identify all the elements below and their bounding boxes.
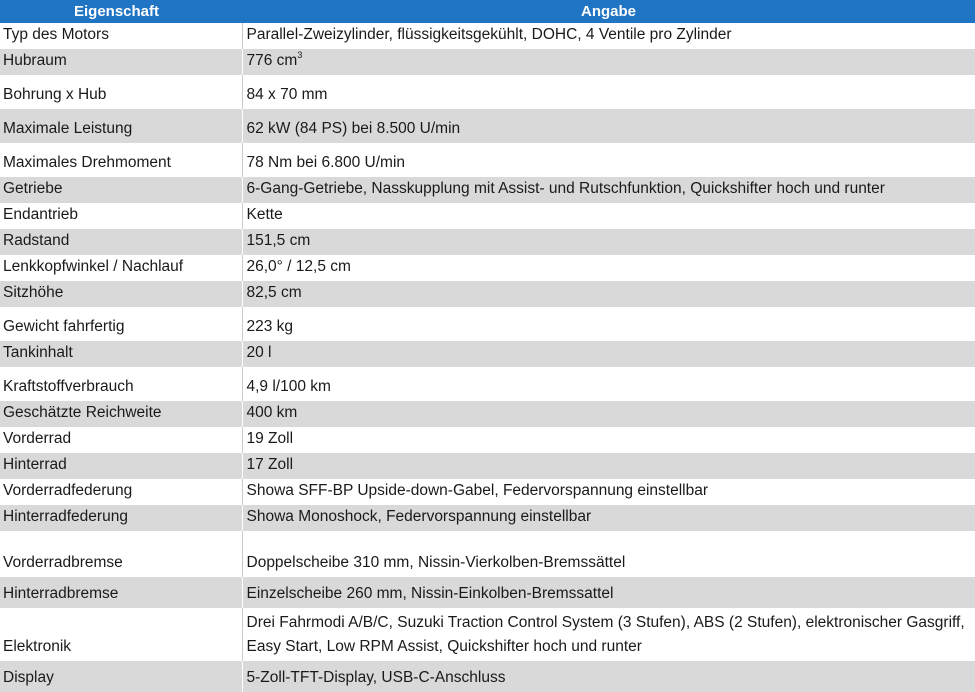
row-label: Hinterrad	[0, 453, 242, 479]
row-value: 223 kg	[242, 307, 975, 341]
row-label: Radstand	[0, 229, 242, 255]
row-value: Drei Fahrmodi A/B/C, Suzuki Traction Control System (3 Stufen), ABS (2 Stufen), elektronischer Gasgriff, Easy Start, Low RPM Assist, Quickshifter hoch und runter	[242, 608, 975, 661]
table-row	[0, 608, 975, 661]
row-value: Parallel-Zweizylinder, flüssigkeitsgekühlt, DOHC, 4 Ventile pro Zylinder	[242, 23, 975, 49]
value-text: 776 cm	[246, 52, 298, 69]
table-row	[0, 177, 975, 203]
superscript: 3	[297, 50, 303, 60]
row-label: Maximales Drehmoment	[3, 154, 171, 171]
row-label: Endantrieb	[3, 206, 78, 223]
row-label: Gewicht fahrfertig	[3, 318, 125, 335]
row-label: Lenkkopfwinkel / Nachlauf	[3, 258, 184, 275]
table-row	[0, 367, 975, 401]
table-row	[0, 49, 975, 75]
row-value: 84 x 70 mm	[242, 75, 975, 109]
table-row	[0, 307, 975, 341]
table-row	[0, 281, 975, 307]
row-value: 400 km	[242, 401, 975, 427]
row-value	[242, 49, 975, 75]
row-label: Vorderradbremse	[3, 554, 123, 571]
table-row	[0, 453, 975, 479]
table-row	[0, 401, 975, 427]
row-label: Geschätzte Reichweite	[0, 401, 242, 427]
table-row	[0, 23, 975, 49]
row-value: Showa SFF-BP Upside-down-Gabel, Federvorspannung einstellbar	[242, 479, 975, 505]
row-label: Maximale Leistung	[0, 109, 242, 143]
table-row	[0, 479, 975, 505]
row-value: 26,0° / 12,5 cm	[242, 255, 975, 281]
row-value: 5-Zoll-TFT-Display, USB-C-Anschluss	[242, 661, 975, 692]
table-row	[0, 427, 975, 453]
row-value: Einzelscheibe 260 mm, Nissin-Einkolben-Bremssattel	[242, 577, 975, 608]
row-label: Getriebe	[0, 177, 242, 203]
table-row	[0, 255, 975, 281]
table-row	[0, 229, 975, 255]
row-value: 19 Zoll	[242, 427, 975, 453]
row-label: Bohrung x Hub	[3, 86, 107, 103]
table-row	[0, 661, 975, 692]
row-value: 78 Nm bei 6.800 U/min	[242, 143, 975, 177]
row-label: Kraftstoffverbrauch	[3, 378, 134, 395]
table-row	[0, 203, 975, 229]
table-row	[0, 341, 975, 367]
row-label: Vorderradfederung	[3, 482, 133, 499]
row-label: Hubraum	[0, 49, 242, 75]
table-row	[0, 577, 975, 608]
row-value: 151,5 cm	[242, 229, 975, 255]
table-row	[0, 143, 975, 177]
header-eigenschaft: Eigenschaft	[0, 0, 242, 23]
row-value: Doppelscheibe 310 mm, Nissin-Vierkolben-Bremssättel	[242, 531, 975, 577]
row-value: Kette	[242, 203, 975, 229]
row-label: Hinterradfederung	[0, 505, 242, 531]
row-value: 20 l	[242, 341, 975, 367]
row-label: Hinterradbremse	[0, 577, 242, 608]
table-row	[0, 531, 975, 577]
header-angabe: Angabe	[242, 0, 975, 23]
row-label: Elektronik	[3, 638, 72, 655]
row-value: 17 Zoll	[242, 453, 975, 479]
row-label: Display	[0, 661, 242, 692]
table-row	[0, 109, 975, 143]
header-row	[0, 0, 975, 23]
row-value: 62 kW (84 PS) bei 8.500 U/min	[242, 109, 975, 143]
row-label: Sitzhöhe	[0, 281, 242, 307]
row-value: Showa Monoshock, Federvorspannung einstellbar	[242, 505, 975, 531]
row-value: 4,9 l/100 km	[242, 367, 975, 401]
table-row	[0, 505, 975, 531]
row-label: Vorderrad	[3, 430, 72, 447]
row-label: Typ des Motors	[3, 26, 109, 43]
row-value: 82,5 cm	[242, 281, 975, 307]
row-value: 6-Gang-Getriebe, Nasskupplung mit Assist- und Rutschfunktion, Quickshifter hoch und runter	[242, 177, 975, 203]
table-row	[0, 75, 975, 109]
row-label: Tankinhalt	[0, 341, 242, 367]
